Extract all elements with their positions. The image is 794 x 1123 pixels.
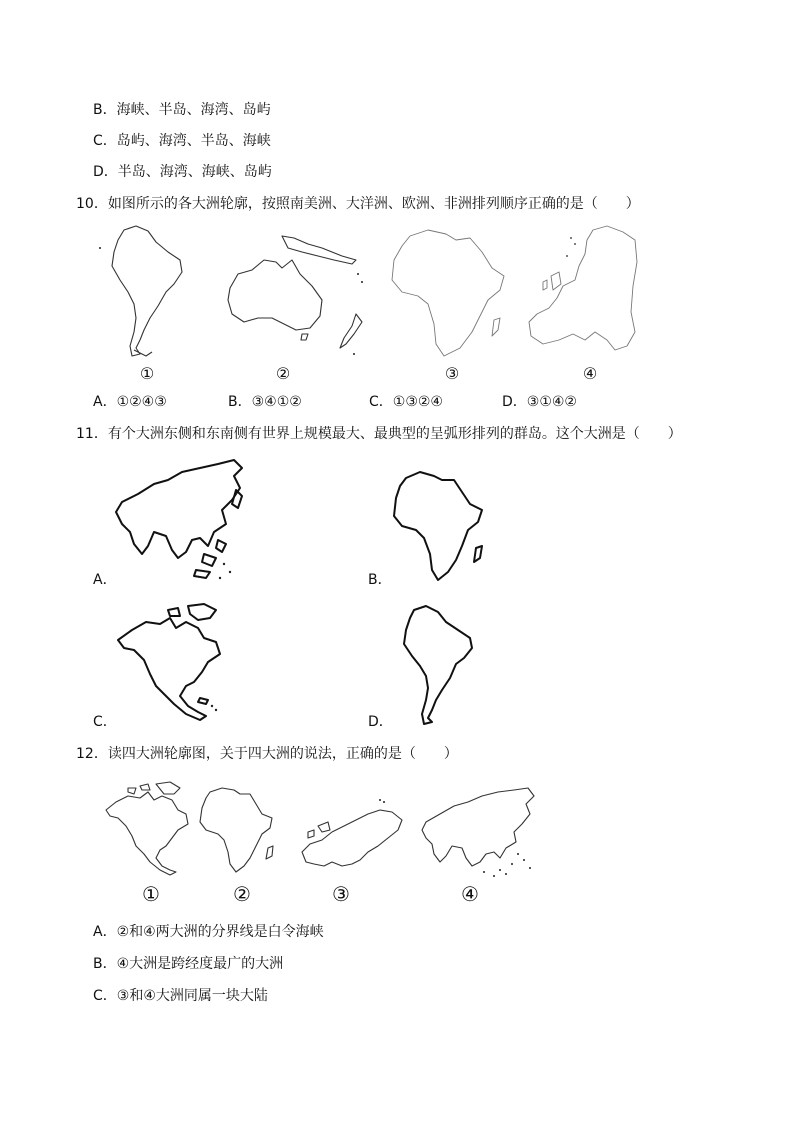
q10-map-africa <box>388 224 513 360</box>
q10-stem: 10．如图所示的各大洲轮廓，按照南美洲、大洋洲、欧洲、非洲排列顺序正确的是（ ） <box>76 196 640 212</box>
q10-map-south-america <box>96 222 186 360</box>
q12-map-asia <box>414 782 538 882</box>
q10-label-1: ① <box>139 364 155 383</box>
q9-option-b: B．海峡、半岛、海湾、岛屿 <box>93 102 271 118</box>
q11-option-a: A． <box>93 572 117 588</box>
q10-label-4: ④ <box>582 364 598 383</box>
q11-option-c: C． <box>93 714 117 730</box>
q11-map-africa <box>390 468 490 584</box>
q12-stem: 12．读四大洲轮廓图，关于四大洲的说法，正确的是（ ） <box>76 746 458 762</box>
q10-label-3: ③ <box>444 364 460 383</box>
q12-option-a: A．②和④两大洲的分界线是白令海峡 <box>93 924 324 940</box>
q10-map-europe <box>523 222 643 360</box>
q12-option-c: C．③和④大洲同属一块大陆 <box>93 988 268 1004</box>
q9-option-c: C．岛屿、海湾、半岛、海峡 <box>93 133 271 149</box>
q10-option-b: B．③④①② <box>228 394 302 410</box>
q12-map-north-america <box>100 780 192 876</box>
q10-option-c: C．①③②④ <box>369 394 443 410</box>
q11-option-d: D． <box>368 714 393 730</box>
q11-map-south-america <box>394 604 476 726</box>
q12-label-1: ① <box>142 882 160 906</box>
q12-map-europe <box>288 796 408 872</box>
q11-stem: 11．有个大洲东侧和东南侧有世界上规模最大、最典型的呈弧形排列的群岛。这个大洲是（ ） <box>76 426 682 442</box>
q11-map-asia <box>108 454 248 584</box>
q12-label-2: ② <box>233 882 251 906</box>
q10-option-d: D．③①④② <box>502 394 577 410</box>
q11-option-b: B． <box>368 572 392 588</box>
q10-map-oceania <box>222 230 367 360</box>
q9-option-d: D．半岛、海湾、海峡、岛屿 <box>93 164 272 180</box>
q10-option-a: A．①②④③ <box>93 394 167 410</box>
q12-option-b: B．④大洲是跨经度最广的大洲 <box>93 956 284 972</box>
q11-map-north-america <box>112 602 237 724</box>
q10-label-2: ② <box>275 364 291 383</box>
q12-label-4: ④ <box>461 882 479 906</box>
q12-label-3: ③ <box>332 882 350 906</box>
q12-map-africa <box>196 784 280 876</box>
